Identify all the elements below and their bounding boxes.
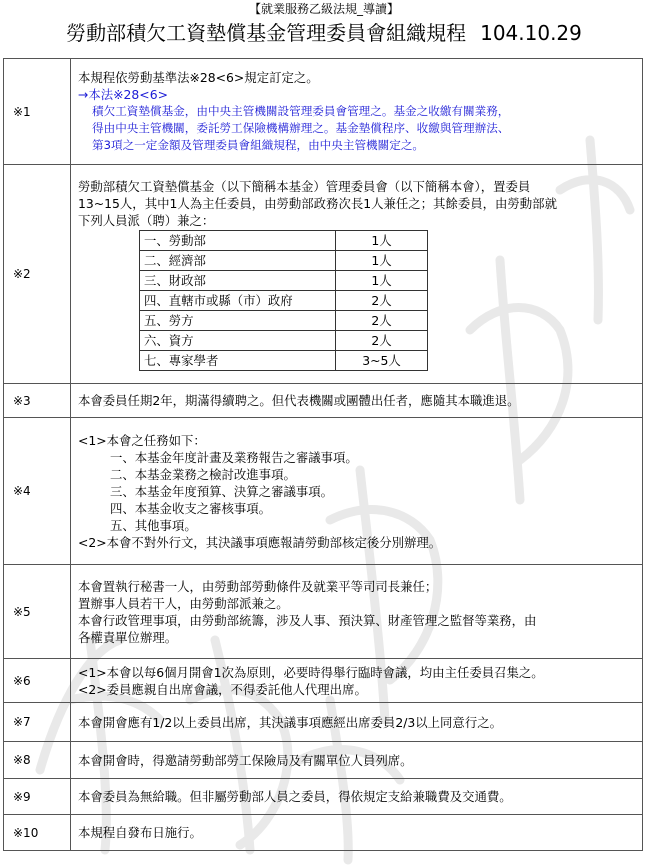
member-count: 3~5人 [336, 350, 428, 370]
article-text: 本規程自發布日施行。 [78, 825, 202, 840]
law-reference-line: 第3項之一定金額及管理委員會組織規程，由中央主管機關定之。 [92, 138, 425, 152]
task-item: 一、本基金年度計畫及業務報告之審議事項。 [110, 449, 358, 465]
member-row [140, 290, 428, 310]
law-reference-head: →本法※28<6> [78, 87, 168, 102]
article-body [71, 384, 643, 418]
member-count: 1人 [336, 250, 428, 270]
article-text: 本規程依勞動基準法※28<6>規定訂定之。 [78, 70, 319, 85]
article-number: ※1 [4, 59, 71, 165]
article-number: ※9 [4, 779, 71, 815]
article-row-3 [4, 384, 643, 418]
article-row-10 [4, 815, 643, 851]
member-count: 1人 [336, 270, 428, 290]
article-number: ※7 [4, 703, 71, 742]
article-text: 13~15人，其中1人為主任委員，由勞動部政務次長1人兼任之；其餘委員，由勞動部就 [78, 195, 557, 211]
member-row [140, 270, 428, 290]
article-row-8 [4, 742, 643, 779]
member-count: 2人 [336, 310, 428, 330]
article-text: <1>本會以每6個月開會1次為原則，必要時得舉行臨時會議，均由主任委員召集之。 [78, 664, 544, 680]
member-row [140, 230, 428, 250]
member-label: 一、勞動部 [140, 230, 336, 250]
article-number: ※10 [4, 815, 71, 851]
member-count: 2人 [336, 290, 428, 310]
member-label: 二、經濟部 [140, 250, 336, 270]
member-label: 七、專家學者 [140, 350, 336, 370]
member-row [140, 330, 428, 350]
article-text: <2>委員應親自出席會議，不得委託他人代理出席。 [78, 681, 367, 697]
article-number: ※6 [4, 659, 71, 703]
article-body [71, 565, 643, 659]
doc-subtitle: 【就業服務乙級法規_導讀】 [248, 2, 399, 16]
doc-date: 104.10.29 [480, 21, 582, 45]
law-reference-line: 得由中央主管機關，委託勞工保險機構辦理之。基金墊償程序、收繳與管理辦法、 [92, 121, 510, 135]
article-body [71, 418, 643, 565]
article-row-7 [4, 703, 643, 742]
article-text: 本會委員任期2年，期滿得續聘之。但代表機關或團體出任者，應隨其本職進退。 [78, 393, 520, 408]
member-row [140, 250, 428, 270]
article-text: 本會置執行秘書一人，由勞動部勞動條件及就業平等司司長兼任； [78, 578, 438, 594]
article-row-9 [4, 779, 643, 815]
law-reference-text [78, 103, 636, 154]
article-number: ※2 [4, 165, 71, 384]
article-number: ※8 [4, 742, 71, 779]
member-row [140, 310, 428, 330]
member-row [140, 350, 428, 370]
task-item: 五、其他事項。 [110, 517, 197, 533]
article-body [71, 59, 643, 165]
task-item: 四、本基金收支之審核事項。 [110, 500, 272, 516]
law-reference-line: 積欠工資墊償基金，由中央主管機關設管理委員會管理之。基金之收繳有關業務， [92, 104, 510, 118]
article-lead: <1>本會之任務如下： [78, 432, 206, 448]
member-count: 2人 [336, 330, 428, 350]
article-text: 勞動部積欠工資墊償基金（以下簡稱本基金）管理委員會（以下簡稱本會），置委員 [78, 178, 531, 194]
article-body [71, 165, 643, 384]
regulation-table [3, 58, 643, 851]
article-row-5 [4, 565, 643, 659]
article-body [71, 703, 643, 742]
article-text: 本會行政管理事項，由勞動部統籌，涉及人事、預決算、財產管理之監督等業務，由 [78, 612, 537, 628]
article-row-4 [4, 418, 643, 565]
article-number: ※5 [4, 565, 71, 659]
member-label: 五、勞方 [140, 310, 336, 330]
doc-title [0, 19, 648, 47]
article-row-1 [4, 59, 643, 165]
member-table [139, 230, 428, 371]
article-tail: <2>本會不對外行文，其決議事項應報請勞動部核定後分別辦理。 [78, 534, 442, 550]
article-body [71, 659, 643, 703]
doc-title-text: 勞動部積欠工資墊償基金管理委員會組織規程 [66, 21, 467, 45]
member-label: 四、直轄市或縣（市）政府 [140, 290, 336, 310]
article-number: ※4 [4, 418, 71, 565]
article-row-6 [4, 659, 643, 703]
member-label: 六、資方 [140, 330, 336, 350]
article-body [71, 815, 643, 851]
article-text: 本會開會應有1/2以上委員出席，其決議事項應經出席委員2/3以上同意行之。 [78, 714, 502, 730]
member-count: 1人 [336, 230, 428, 250]
article-text: 本會委員為無給職。但非屬勞動部人員之委員，得依規定支給兼職費及交通費。 [78, 789, 512, 804]
article-body [71, 742, 643, 779]
article-body [71, 779, 643, 815]
article-number: ※3 [4, 384, 71, 418]
article-text: 置辦事人員若干人，由勞動部派兼之。 [78, 595, 289, 611]
article-row-2 [4, 165, 643, 384]
member-label: 三、財政部 [140, 270, 336, 290]
article-text: 本會開會時，得邀請勞動部勞工保險局及有關單位人員列席。 [78, 752, 413, 768]
task-item: 三、本基金年度預算、決算之審議事項。 [110, 483, 334, 499]
article-text: 各權責單位辦理。 [78, 629, 178, 645]
article-text: 下列人員派（聘）兼之： [78, 212, 215, 228]
task-item: 二、本基金業務之檢討改進事項。 [110, 466, 296, 482]
